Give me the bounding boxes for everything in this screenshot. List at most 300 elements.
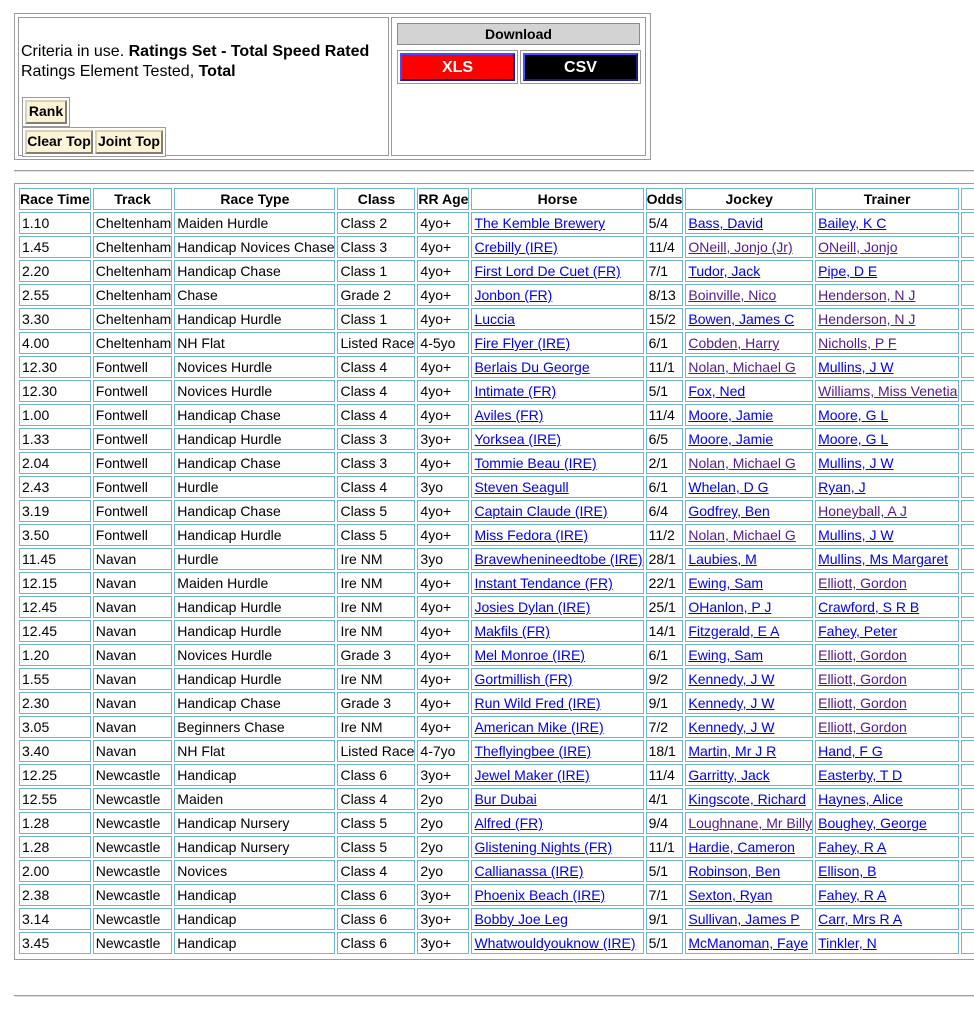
race-time-cell: 2.20 xyxy=(19,260,91,282)
next-column-cell xyxy=(961,740,974,762)
class-cell: Listed Race xyxy=(337,332,415,354)
trainer-cell xyxy=(815,548,959,570)
next-column-cell xyxy=(961,404,974,426)
jockey-cell-link[interactable]: Loughnane, Mr Billy xyxy=(688,815,813,831)
class-cell: Class 3 xyxy=(337,428,415,450)
trainer-cell xyxy=(815,404,959,426)
race-time-cell: 1.00 xyxy=(19,404,91,426)
horse-cell-link[interactable]: Callianassa (IRE) xyxy=(474,863,584,879)
class-cell: Class 6 xyxy=(337,884,415,906)
track-cell: Fontwell xyxy=(93,380,173,402)
horse-cell xyxy=(471,524,643,546)
jockey-cell-link[interactable]: McManoman, Faye xyxy=(688,935,809,951)
table-row xyxy=(19,452,974,474)
horse-cell-link[interactable]: Jewel Maker (IRE) xyxy=(474,767,590,783)
trainer-cell xyxy=(815,356,959,378)
header-rr-age[interactable]: RR Age xyxy=(417,188,469,210)
trainer-cell-link[interactable]: Tinkler, N xyxy=(818,935,877,951)
jockey-cell xyxy=(685,356,813,378)
race-type-cell: Hurdle xyxy=(174,476,335,498)
jockey-cell xyxy=(685,860,813,882)
horse-cell-link[interactable]: Aviles (FR) xyxy=(474,407,544,423)
horse-cell-link[interactable]: Instant Tendance (FR) xyxy=(474,575,613,591)
jockey-cell-link[interactable]: Sullivan, James P xyxy=(688,911,800,927)
trainer-cell-link[interactable]: Elliott, Gordon xyxy=(818,647,907,663)
header-next-column xyxy=(961,188,974,210)
rr-age-cell: 4-5yo xyxy=(417,332,469,354)
horse-cell-link[interactable]: Gortmillish (FR) xyxy=(474,671,573,687)
race-time-cell: 12.45 xyxy=(19,596,91,618)
race-time-cell: 2.30 xyxy=(19,692,91,714)
horse-cell xyxy=(471,692,643,714)
rr-age-cell: 4yo+ xyxy=(417,644,469,666)
horse-cell xyxy=(471,500,643,522)
race-type-cell: Handicap Chase xyxy=(174,260,335,282)
horse-cell xyxy=(471,620,643,642)
race-type-cell: Handicap xyxy=(174,764,335,786)
trainer-cell-link[interactable]: Mullins, Ms Margaret xyxy=(818,551,949,567)
track-cell: Navan xyxy=(93,692,173,714)
horse-cell xyxy=(471,668,643,690)
trainer-cell xyxy=(815,260,959,282)
horse-cell-link[interactable]: Miss Fedora (IRE) xyxy=(474,527,589,543)
track-cell: Fontwell xyxy=(93,524,173,546)
race-time-cell: 3.05 xyxy=(19,716,91,738)
horse-cell-link[interactable]: Makfils (FR) xyxy=(474,623,550,639)
horse-cell-link[interactable]: First Lord De Cuet (FR) xyxy=(474,263,621,279)
trainer-cell-link[interactable]: ONeill, Jonjo xyxy=(818,239,898,255)
header-track[interactable]: Track xyxy=(93,188,173,210)
race-type-cell: NH Flat xyxy=(174,740,335,762)
table-row xyxy=(19,260,974,282)
next-column-cell xyxy=(961,860,974,882)
horse-cell xyxy=(471,788,643,810)
rr-age-cell: 2yo xyxy=(417,836,469,858)
race-time-cell: 1.20 xyxy=(19,644,91,666)
trainer-cell-link[interactable]: Moore, G L xyxy=(818,407,889,423)
table-row xyxy=(19,332,974,354)
horse-cell-link[interactable]: Mel Monroe (IRE) xyxy=(474,647,585,663)
criteria-panel xyxy=(14,13,651,160)
table-row xyxy=(19,884,974,906)
table-row xyxy=(19,284,974,306)
jockey-cell-link[interactable]: Fitzgerald, E A xyxy=(688,623,780,639)
jockey-cell-link[interactable]: Ewing, Sam xyxy=(688,575,764,591)
horse-cell-link[interactable]: Berlais Du George xyxy=(474,359,590,375)
odds-cell: 8/13 xyxy=(646,284,684,306)
race-type-cell: Novices xyxy=(174,860,335,882)
jockey-cell-link[interactable]: Nolan, Michael G xyxy=(688,527,796,543)
jockey-cell-link[interactable]: Tudor, Jack xyxy=(688,263,761,279)
odds-cell: 6/4 xyxy=(646,500,684,522)
trainer-cell-link[interactable]: Henderson, N J xyxy=(818,311,916,327)
trainer-cell-link[interactable]: Pipe, D E xyxy=(818,263,878,279)
odds-cell: 11/4 xyxy=(646,764,684,786)
jockey-cell xyxy=(685,548,813,570)
trainer-cell-link[interactable]: Fahey, Peter xyxy=(818,623,898,639)
table-row xyxy=(19,620,974,642)
jockey-cell-link[interactable]: Kennedy, J W xyxy=(688,719,775,735)
horse-cell xyxy=(471,428,643,450)
table-row xyxy=(19,308,974,330)
trainer-cell xyxy=(815,932,959,954)
horse-cell-link[interactable]: Crebilly (IRE) xyxy=(474,239,558,255)
trainer-cell xyxy=(815,788,959,810)
horse-cell-link[interactable]: Josies Dylan (IRE) xyxy=(474,599,591,615)
header-race-type[interactable]: Race Type xyxy=(174,188,335,210)
xls-download-button[interactable]: XLS xyxy=(400,53,515,81)
race-time-cell: 12.55 xyxy=(19,788,91,810)
jockey-cell xyxy=(685,836,813,858)
race-type-cell: Hurdle xyxy=(174,548,335,570)
next-column-cell xyxy=(961,692,974,714)
ratings-element-value: Total xyxy=(198,63,236,80)
odds-cell: 6/1 xyxy=(646,332,684,354)
table-row xyxy=(19,380,974,402)
horse-cell-link[interactable]: Bobby Joe Leg xyxy=(474,911,568,927)
jockey-cell-link[interactable]: Nolan, Michael G xyxy=(688,359,796,375)
jockey-cell-link[interactable]: Nolan, Michael G xyxy=(688,455,796,471)
rr-age-cell: 4yo+ xyxy=(417,500,469,522)
odds-cell: 7/2 xyxy=(646,716,684,738)
jockey-cell-link[interactable]: Garritty, Jack xyxy=(688,767,770,783)
odds-cell: 2/1 xyxy=(646,452,684,474)
table-row xyxy=(19,596,974,618)
header-jockey[interactable]: Jockey xyxy=(685,188,813,210)
trainer-cell-link[interactable]: Fahey, R A xyxy=(818,887,887,903)
trainer-cell-link[interactable]: Elliott, Gordon xyxy=(818,671,907,687)
jockey-cell xyxy=(685,236,813,258)
next-column-cell xyxy=(961,788,974,810)
jockey-cell-link[interactable]: ONeill, Jonjo (Jr) xyxy=(688,239,793,255)
race-type-cell: Novices Hurdle xyxy=(174,356,335,378)
class-cell: Ire NM xyxy=(337,596,415,618)
rr-age-cell: 3yo+ xyxy=(417,884,469,906)
trainer-cell-link[interactable]: Haynes, Alice xyxy=(818,791,903,807)
rr-age-cell: 4-7yo xyxy=(417,740,469,762)
rr-age-cell: 3yo xyxy=(417,476,469,498)
next-column-cell xyxy=(961,932,974,954)
jockey-cell-link[interactable]: Moore, Jamie xyxy=(688,431,774,447)
jockey-cell xyxy=(685,308,813,330)
trainer-cell xyxy=(815,668,959,690)
header-race-time[interactable]: Race Time xyxy=(19,188,91,210)
trainer-cell xyxy=(815,692,959,714)
class-cell: Class 4 xyxy=(337,788,415,810)
horse-cell-link[interactable]: Glistening Nights (FR) xyxy=(474,839,613,855)
jockey-cell xyxy=(685,404,813,426)
race-time-cell: 12.15 xyxy=(19,572,91,594)
jockey-cell-link[interactable]: Ewing, Sam xyxy=(688,647,764,663)
horse-cell-link[interactable]: Fire Flyer (IRE) xyxy=(474,335,571,351)
jockey-cell-link[interactable]: Cobden, Harry xyxy=(688,335,780,351)
race-type-cell: Novices Hurdle xyxy=(174,380,335,402)
race-time-cell: 12.30 xyxy=(19,356,91,378)
results-body xyxy=(19,212,974,954)
track-cell: Navan xyxy=(93,668,173,690)
horse-cell-link[interactable]: Captain Claude (IRE) xyxy=(474,503,608,519)
race-time-cell: 12.25 xyxy=(19,764,91,786)
rr-age-cell: 4yo+ xyxy=(417,284,469,306)
race-time-cell: 3.14 xyxy=(19,908,91,930)
next-column-cell xyxy=(961,596,974,618)
jockey-cell-link[interactable]: Godfrey, Ben xyxy=(688,503,770,519)
xls-cell xyxy=(397,50,518,84)
horse-cell-link[interactable]: Yorksea (IRE) xyxy=(474,431,562,447)
table-row xyxy=(19,692,974,714)
table-row xyxy=(19,404,974,426)
trainer-cell-link[interactable]: Fahey, R A xyxy=(818,839,887,855)
odds-cell: 22/1 xyxy=(646,572,684,594)
jockey-cell xyxy=(685,332,813,354)
race-type-cell: Handicap Hurdle xyxy=(174,668,335,690)
class-cell: Grade 2 xyxy=(337,284,415,306)
odds-cell: 5/1 xyxy=(646,380,684,402)
race-type-cell: Handicap Chase xyxy=(174,452,335,474)
track-cell: Cheltenham xyxy=(93,260,173,282)
joint-top-button[interactable]: Joint Top xyxy=(95,130,163,154)
trainer-cell-link[interactable]: Henderson, N J xyxy=(818,287,916,303)
next-column-cell xyxy=(961,884,974,906)
download-box xyxy=(391,17,646,156)
race-type-cell: Maiden xyxy=(174,788,335,810)
track-cell: Fontwell xyxy=(93,404,173,426)
class-cell: Grade 3 xyxy=(337,644,415,666)
header-trainer[interactable]: Trainer xyxy=(815,188,959,210)
odds-cell: 9/1 xyxy=(646,908,684,930)
track-cell: Newcastle xyxy=(93,764,173,786)
jockey-cell-link[interactable]: Kennedy, J W xyxy=(688,671,775,687)
results-table-frame xyxy=(14,183,974,960)
trainer-cell-link[interactable]: Nicholls, P F xyxy=(818,335,897,351)
next-column-cell xyxy=(961,620,974,642)
race-type-cell: Chase xyxy=(174,284,335,306)
rr-age-cell: 4yo+ xyxy=(417,620,469,642)
jockey-cell-link[interactable]: Bass, David xyxy=(688,215,764,231)
race-type-cell: Handicap Hurdle xyxy=(174,308,335,330)
clear-top-button[interactable]: Clear Top xyxy=(25,130,93,154)
jockey-cell xyxy=(685,452,813,474)
trainer-cell-link[interactable]: Mullins, J W xyxy=(818,455,894,471)
rr-age-cell: 4yo+ xyxy=(417,260,469,282)
class-cell: Class 5 xyxy=(337,836,415,858)
trainer-cell-link[interactable]: Elliott, Gordon xyxy=(818,719,907,735)
rank-button[interactable]: Rank xyxy=(25,100,67,124)
trainer-cell-link[interactable]: Crawford, S R B xyxy=(818,599,920,615)
header-class[interactable]: Class xyxy=(337,188,415,210)
class-cell: Ire NM xyxy=(337,572,415,594)
odds-cell: 11/4 xyxy=(646,236,684,258)
trainer-cell-link[interactable]: Boughey, George xyxy=(818,815,927,831)
trainer-cell-link[interactable]: Ryan, J xyxy=(818,479,866,495)
table-row xyxy=(19,668,974,690)
jockey-cell xyxy=(685,788,813,810)
rr-age-cell: 4yo+ xyxy=(417,716,469,738)
track-cell: Cheltenham xyxy=(93,212,173,234)
odds-cell: 11/1 xyxy=(646,836,684,858)
track-cell: Fontwell xyxy=(93,356,173,378)
horse-cell xyxy=(471,884,643,906)
rr-age-cell: 4yo+ xyxy=(417,356,469,378)
trainer-cell xyxy=(815,332,959,354)
trainer-cell-link[interactable]: Honeyball, A J xyxy=(818,503,907,519)
jockey-cell-link[interactable]: Boinville, Nico xyxy=(688,287,777,303)
table-row xyxy=(19,572,974,594)
next-column-cell xyxy=(961,572,974,594)
track-cell: Fontwell xyxy=(93,428,173,450)
trainer-cell-link[interactable]: Elliott, Gordon xyxy=(818,695,907,711)
race-type-cell: Handicap xyxy=(174,908,335,930)
table-row xyxy=(19,932,974,954)
track-cell: Navan xyxy=(93,548,173,570)
trainer-cell xyxy=(815,884,959,906)
horse-cell xyxy=(471,212,643,234)
trainer-cell xyxy=(815,620,959,642)
horse-cell-link[interactable]: Bravewhenineedtobe (IRE) xyxy=(474,551,643,567)
class-cell: Ire NM xyxy=(337,548,415,570)
trainer-cell-link[interactable]: Mullins, J W xyxy=(818,359,894,375)
jockey-cell-link[interactable]: Sexton, Ryan xyxy=(688,887,773,903)
next-column-cell xyxy=(961,428,974,450)
track-cell: Newcastle xyxy=(93,908,173,930)
track-cell: Navan xyxy=(93,716,173,738)
horse-cell-link[interactable]: Luccia xyxy=(474,311,515,327)
jockey-cell-link[interactable]: Laubies, M xyxy=(688,551,757,567)
horse-cell-link[interactable]: Intimate (FR) xyxy=(474,383,557,399)
trainer-cell-link[interactable]: Moore, G L xyxy=(818,431,889,447)
race-type-cell: Maiden Hurdle xyxy=(174,212,335,234)
trainer-cell xyxy=(815,212,959,234)
jockey-cell-link[interactable]: Kingscote, Richard xyxy=(688,791,806,807)
jockey-cell-link[interactable]: Kennedy, J W xyxy=(688,695,775,711)
odds-cell: 6/1 xyxy=(646,644,684,666)
horse-cell-link[interactable]: Whatwouldyouknow (IRE) xyxy=(474,935,636,951)
horse-cell-link[interactable]: Bur Dubai xyxy=(474,791,537,807)
race-time-cell: 3.30 xyxy=(19,308,91,330)
jockey-cell-link[interactable]: OHanlon, P J xyxy=(688,599,772,615)
trainer-cell-link[interactable]: Ellison, B xyxy=(818,863,877,879)
track-cell: Fontwell xyxy=(93,452,173,474)
table-row xyxy=(19,812,974,834)
next-column-cell xyxy=(961,836,974,858)
race-time-cell: 12.45 xyxy=(19,620,91,642)
track-cell: Cheltenham xyxy=(93,236,173,258)
race-time-cell: 1.45 xyxy=(19,236,91,258)
class-cell: Class 4 xyxy=(337,380,415,402)
odds-cell: 5/1 xyxy=(646,932,684,954)
horse-cell xyxy=(471,260,643,282)
jockey-cell-link[interactable]: Robinson, Ben xyxy=(688,863,781,879)
horse-cell-link[interactable]: Run Wild Fred (IRE) xyxy=(474,695,601,711)
class-cell: Class 1 xyxy=(337,260,415,282)
horse-cell-link[interactable]: Alfred (FR) xyxy=(474,815,543,831)
horse-cell-link[interactable]: Steven Seagull xyxy=(474,479,569,495)
track-cell: Newcastle xyxy=(93,812,173,834)
track-cell: Newcastle xyxy=(93,788,173,810)
table-row xyxy=(19,356,974,378)
jockey-cell xyxy=(685,500,813,522)
jockey-cell xyxy=(685,524,813,546)
horse-cell xyxy=(471,812,643,834)
trainer-cell-link[interactable]: Williams, Miss Venetia xyxy=(818,383,958,399)
table-header-row xyxy=(19,188,974,210)
horse-cell-link[interactable]: Tommie Beau (IRE) xyxy=(474,455,597,471)
ratings-element-line xyxy=(21,62,236,82)
trainer-cell xyxy=(815,284,959,306)
trainer-cell-link[interactable]: Bailey, K C xyxy=(818,215,887,231)
table-row xyxy=(19,764,974,786)
jockey-cell xyxy=(685,740,813,762)
header-horse[interactable]: Horse xyxy=(471,188,643,210)
odds-cell: 5/4 xyxy=(646,212,684,234)
horse-cell xyxy=(471,548,643,570)
trainer-cell-link[interactable]: Easterby, T D xyxy=(818,767,903,783)
track-cell: Navan xyxy=(93,596,173,618)
class-cell: Listed Race xyxy=(337,740,415,762)
trainer-cell-link[interactable]: Elliott, Gordon xyxy=(818,575,907,591)
horse-cell-link[interactable]: American Mike (IRE) xyxy=(474,719,604,735)
horse-cell-link[interactable]: The Kemble Brewery xyxy=(474,215,606,231)
rr-age-cell: 2yo xyxy=(417,860,469,882)
csv-download-button[interactable]: CSV xyxy=(523,53,638,81)
jockey-cell-link[interactable]: Hardie, Cameron xyxy=(688,839,795,855)
jockey-cell xyxy=(685,884,813,906)
track-cell: Newcastle xyxy=(93,860,173,882)
class-cell: Grade 3 xyxy=(337,692,415,714)
rr-age-cell: 4yo+ xyxy=(417,308,469,330)
csv-cell xyxy=(520,50,641,84)
results-table xyxy=(17,186,974,956)
jockey-cell-link[interactable]: Fox, Ned xyxy=(688,383,746,399)
track-cell: Newcastle xyxy=(93,836,173,858)
odds-cell: 11/1 xyxy=(646,356,684,378)
rr-age-cell: 3yo+ xyxy=(417,908,469,930)
race-type-cell: Handicap Hurdle xyxy=(174,596,335,618)
odds-cell: 15/2 xyxy=(646,308,684,330)
next-column-cell xyxy=(961,524,974,546)
class-cell: Class 3 xyxy=(337,452,415,474)
class-cell: Class 3 xyxy=(337,236,415,258)
horse-cell-link[interactable]: Jonbon (FR) xyxy=(474,287,553,303)
trainer-cell-link[interactable]: Hand, F G xyxy=(818,743,883,759)
rr-age-cell: 2yo xyxy=(417,788,469,810)
jockey-cell-link[interactable]: Moore, Jamie xyxy=(688,407,774,423)
horse-cell-link[interactable]: Theflyingbee (IRE) xyxy=(474,743,592,759)
rr-age-cell: 4yo+ xyxy=(417,380,469,402)
race-time-cell: 2.38 xyxy=(19,884,91,906)
horse-cell-link[interactable]: Phoenix Beach (IRE) xyxy=(474,887,606,903)
trainer-cell xyxy=(815,836,959,858)
track-cell: Navan xyxy=(93,620,173,642)
header-odds[interactable]: Odds xyxy=(646,188,684,210)
horse-cell xyxy=(471,404,643,426)
jockey-cell-link[interactable]: Martin, Mr J R xyxy=(688,743,777,759)
next-column-cell xyxy=(961,812,974,834)
table-row xyxy=(19,428,974,450)
jockey-cell-link[interactable]: Whelan, D G xyxy=(688,479,769,495)
table-row xyxy=(19,716,974,738)
next-column-cell xyxy=(961,668,974,690)
jockey-cell xyxy=(685,908,813,930)
rr-age-cell: 4yo+ xyxy=(417,236,469,258)
jockey-cell-link[interactable]: Bowen, James C xyxy=(688,311,795,327)
horse-cell xyxy=(471,908,643,930)
track-cell: Navan xyxy=(93,572,173,594)
trainer-cell-link[interactable]: Mullins, J W xyxy=(818,527,894,543)
table-row xyxy=(19,236,974,258)
trainer-cell-link[interactable]: Carr, Mrs R A xyxy=(818,911,903,927)
divider xyxy=(14,995,974,997)
